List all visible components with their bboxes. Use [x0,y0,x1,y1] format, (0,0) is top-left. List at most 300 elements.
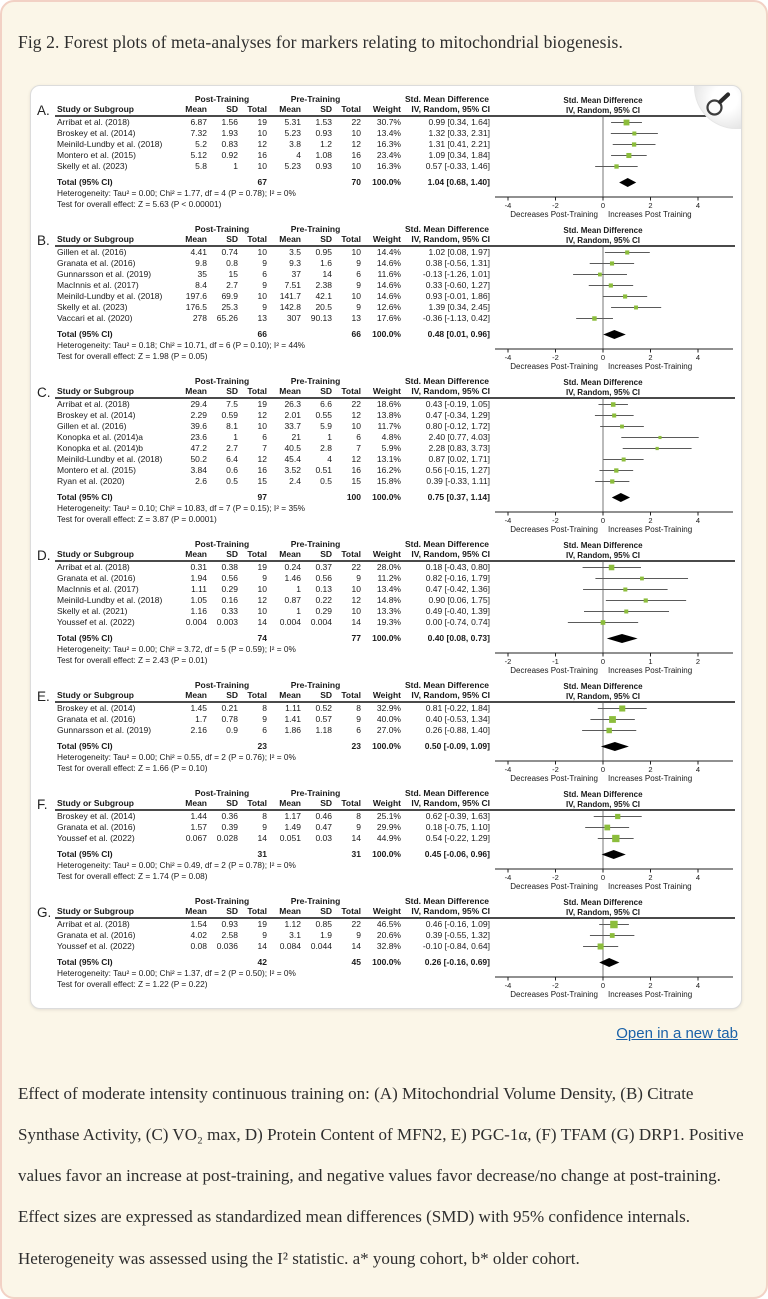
table-cell: Study or Subgroup [57,690,134,700]
study-row [57,269,493,280]
table-cell: Broskey et al. (2014) [57,128,136,138]
table-cell: SD [320,798,332,808]
table-cell: 0.47 [-0.42, 1.36] [425,584,490,594]
study-row [57,822,493,833]
table-cell: Konopka et al. (2014)a [57,432,144,442]
svg-text:Std. Mean Difference: Std. Mean Difference [563,378,643,387]
table-cell: 66 [351,329,361,339]
panel-table [57,224,493,340]
table-cell: 10 [351,291,361,301]
table-cell: Skelly et al. (2021) [57,606,128,616]
table-cell: Granata et al. (2016) [57,258,136,268]
table-cell: 0.45 [-0.06, 0.96] [424,849,490,859]
table-cell: 9 [356,280,361,290]
table-cell: 14.6% [376,258,401,268]
table-cell: Gillen et al. (2016) [57,421,127,431]
table-cell: 0.75 [0.37, 1.14] [427,492,490,502]
svg-text:IV, Random, 95% CI: IV, Random, 95% CI [566,106,640,115]
table-cell: Total [247,906,267,916]
table-cell: Total [341,690,361,700]
table-cell: 3.84 [190,465,207,475]
table-cell: 0.46 [-0.16, 1.09] [425,919,490,929]
table-cell: 6 [356,269,361,279]
table-cell: 1 [296,584,301,594]
table-cell: Post-Training [194,788,250,798]
table-cell: 0.40 [0.08, 0.73] [427,633,490,643]
table-cell: 1.08 [315,150,332,160]
table-cell: 9 [262,714,267,724]
study-row [57,606,493,617]
table-cell: 9 [262,822,267,832]
table-cell: Total (95% CI) [57,329,113,339]
table-cell: 70 [351,177,361,187]
table-cell: 20.5 [315,302,332,312]
panel-letter: D. [37,548,51,563]
table-cell: 14 [257,617,267,627]
table-cell: 0.5 [226,476,238,486]
table-cell: Youssef et al. (2022) [57,941,135,951]
table-cell: 0.22 [315,595,332,605]
column-header-row [57,549,493,560]
table-cell: Std. Mean Difference [404,896,490,906]
table-cell: 8.4 [195,280,207,290]
table-cell: 45 [351,957,361,967]
table-cell: Mean [185,386,207,396]
table-cell: 14.6% [376,280,401,290]
table-cell: 1.54 [190,919,207,929]
table-cell: 0.93 [-0.01, 1.86] [425,291,490,301]
table-cell: 0.47 [315,822,332,832]
table-cell: 27.0% [376,725,401,735]
study-row [57,117,493,128]
table-cell: 100.0% [372,633,401,643]
table-cell: 1.16 [190,606,207,616]
table-cell: Broskey et al. (2014) [57,703,136,713]
table-cell: Meinild-Lundby et al. (2018) [57,139,163,149]
table-cell: 0.46 [315,811,332,821]
study-row [57,432,493,443]
forest-plot [491,896,737,1002]
table-cell: 1.11 [285,703,301,713]
svg-text:-1: -1 [552,657,559,666]
table-cell: 46.5% [376,919,401,929]
svg-text:4: 4 [695,765,701,774]
table-cell: 176.5 [185,302,207,312]
table-cell: Pre-Training [290,94,341,104]
table-cell: 10 [257,584,267,594]
table-cell: 8 [356,811,361,821]
table-cell: 0.93 [315,128,332,138]
table-cell: 5.23 [284,161,301,171]
table-cell: Std. Mean Difference [404,376,490,386]
table-cell: 3.8 [289,139,301,149]
table-cell: 1.6 [320,258,332,268]
table-cell: 1.05 [190,595,207,605]
table-cell: 0.18 [-0.43, 0.80] [425,562,490,572]
table-cell: 8 [262,703,267,713]
table-cell: 0.26 [-0.16, 0.69] [424,957,490,967]
table-cell: 5.9% [381,443,401,453]
table-cell: 0.33 [-0.60, 1.27] [425,280,490,290]
study-rows [57,117,493,172]
study-row [57,919,493,930]
table-cell: Mean [279,690,301,700]
svg-text:-4: -4 [504,201,512,210]
table-cell: 0.82 [-0.16, 1.79] [425,573,490,583]
table-cell: 5.12 [190,150,207,160]
table-cell: 0.59 [221,410,238,420]
table-cell: 19.3% [376,617,401,627]
table-cell: 0.028 [216,833,238,843]
svg-text:-2: -2 [552,353,559,362]
svg-text:Decreases Post-Training: Decreases Post-Training [510,882,598,891]
table-cell: 9 [262,258,267,268]
table-cell: Meinild-Lundby et al. (2018) [57,454,163,464]
table-cell: 6.87 [190,117,207,127]
table-cell: 0.37 [315,562,332,572]
svg-text:IV, Random, 95% CI: IV, Random, 95% CI [566,236,640,245]
table-cell: 10 [257,128,267,138]
table-cell: 14.6% [376,291,401,301]
heterogeneity-text: Heterogeneity: Tau² = 0.00; Chi² = 0.49, df = 2 (P = 0.78); I² = 0% [57,860,296,870]
svg-text:4: 4 [695,873,701,882]
group-header-row [57,376,493,386]
svg-text:-4: -4 [504,353,512,362]
table-cell: 3.5 [289,247,301,257]
table-cell: 0.47 [-0.34, 1.29] [425,410,490,420]
panel-letter: E. [37,689,50,704]
table-cell: 40.0% [376,714,401,724]
table-cell: 0.004 [279,617,301,627]
table-cell: 16.2% [376,465,401,475]
svg-text:4: 4 [695,201,701,210]
figure-card[interactable] [30,85,742,1009]
svg-text:Decreases Post-Training: Decreases Post-Training [510,666,598,675]
table-cell: 69.9 [221,291,238,301]
table-cell: 12 [257,410,267,420]
table-cell: 0.62 [-0.39, 1.63] [425,811,490,821]
table-cell: 0.067 [185,833,207,843]
table-cell: 1.39 [0.34, 2.45] [428,302,490,312]
table-cell: 9 [356,930,361,940]
overall-effect-text: Test for overall effect: Z = 1.66 (P = 0.10) [57,762,208,773]
table-cell: 0.93 [221,919,238,929]
table-cell: 0.56 [-0.15, 1.27] [425,465,490,475]
svg-text:0: 0 [600,657,606,666]
table-cell: 5.9 [320,421,332,431]
table-cell: Study or Subgroup [57,104,134,114]
study-row [57,725,493,736]
table-cell: 1.04 [0.68, 1.40] [427,177,490,187]
forest-plot [491,680,737,786]
panel-letter: F. [37,797,48,812]
table-cell: Total [247,690,267,700]
table-cell: 0.85 [315,919,332,929]
panel-D [35,539,741,678]
table-cell: Mean [279,798,301,808]
svg-text:Std. Mean Difference: Std. Mean Difference [563,898,643,907]
table-cell: Study or Subgroup [57,234,134,244]
heterogeneity-text: Heterogeneity: Tau² = 0.00; Chi² = 1.77, df = 4 (P = 0.78); I² = 0% [57,188,296,198]
svg-text:-4: -4 [504,516,512,525]
study-row [57,161,493,172]
table-cell: 0.38 [221,562,238,572]
svg-text:Decreases Post-Training: Decreases Post-Training [510,210,598,219]
study-row [57,291,493,302]
table-cell: Mean [279,104,301,114]
heterogeneity-text: Heterogeneity: Tau² = 0.18; Chi² = 10.71, df = 6 (P = 0.10); I² = 44% [57,340,306,350]
table-cell: SD [320,549,332,559]
svg-text:2: 2 [695,657,701,666]
table-cell: Pre-Training [290,376,341,386]
table-cell: 2.38 [315,280,332,290]
table-cell: 2.4 [289,476,301,486]
svg-text:IV, Random, 95% CI: IV, Random, 95% CI [566,388,640,397]
table-cell: 14 [257,833,267,843]
table-cell: 2.8 [320,443,332,453]
table-cell: 42.1 [315,291,332,301]
table-cell: Montero et al. (2015) [57,150,136,160]
table-cell: 42 [257,957,267,967]
overall-effect-text: Test for overall effect: Z = 1.22 (P = 0.22) [57,978,208,989]
table-cell: 1.45 [190,703,207,713]
table-cell: 31 [257,849,267,859]
table-cell: 11.6% [377,269,401,279]
svg-text:Decreases Post-Training: Decreases Post-Training [510,774,598,783]
study-row [57,573,493,584]
table-cell: 13.4% [376,128,401,138]
table-cell: 0.78 [221,714,238,724]
table-cell: IV, Random, 95% CI [411,104,490,114]
table-cell: Total [341,386,361,396]
table-cell: Granata et al. (2016) [57,930,136,940]
table-cell: Weight [372,690,401,700]
table-cell: 19 [257,399,267,409]
table-cell: Montero et al. (2015) [57,465,136,475]
table-cell: Post-Training [194,224,250,234]
column-header-row [57,906,493,917]
svg-text:-2: -2 [504,657,512,666]
table-cell: 0.99 [0.34, 1.64] [428,117,490,127]
overall-effect-text: Test for overall effect: Z = 1.74 (P = 0.08) [57,870,208,881]
table-cell: 0.33 [221,606,238,616]
svg-text:2: 2 [648,516,653,525]
svg-text:0: 0 [600,353,606,362]
svg-text:Increases Post-Training: Increases Post-Training [608,525,693,534]
table-cell: 1.12 [284,919,301,929]
table-cell: 307 [286,313,301,323]
table-cell: 8 [356,703,361,713]
study-row [57,584,493,595]
panel-letter: G. [37,905,52,920]
table-cell: Gunnarsson et al. (2019) [57,725,152,735]
table-cell: Post-Training [194,94,250,104]
table-cell: 22 [351,399,361,409]
table-cell: 0.8 [226,258,238,268]
table-cell: 10 [257,421,267,431]
table-cell: 0.80 [-0.12, 1.72] [425,421,490,431]
table-cell: 1.49 [284,822,301,832]
table-cell: 2.7 [226,280,238,290]
total-row [57,177,493,188]
table-cell: 23.6 [190,432,207,442]
table-cell: 9.8 [195,258,207,268]
table-cell: 13.1% [376,454,401,464]
total-row [57,329,493,340]
table-cell: 77 [351,633,361,643]
panel-table [57,788,493,860]
table-cell: Weight [372,234,401,244]
study-row [57,476,493,487]
table-cell: 13 [351,313,361,323]
table-cell: 1 [296,606,301,616]
table-cell: 16 [351,465,361,475]
open-new-tab-link[interactable]: Open in a new tab [616,1025,738,1042]
panel-table [57,896,493,968]
heterogeneity-text: Heterogeneity: Tau² = 0.00; Chi² = 3.72, df = 5 (P = 0.59); I² = 0% [57,644,296,654]
table-cell: 22 [351,919,361,929]
table-cell: 0.56 [221,573,238,583]
table-cell: 47.2 [190,443,207,453]
study-row [57,280,493,291]
table-cell: 19 [257,562,267,572]
table-cell: Arribat et al. (2018) [57,562,130,572]
group-header-row [57,896,493,906]
table-cell: 12 [351,410,361,420]
table-cell: 0.74 [221,247,238,257]
table-cell: 12 [351,139,361,149]
table-cell: Granata et al. (2016) [57,573,136,583]
table-cell: IV, Random, 95% CI [411,690,490,700]
table-cell: 32.8% [376,941,401,951]
table-cell: 1.44 [190,811,207,821]
table-cell: 0.5 [320,476,332,486]
table-cell: Total [341,234,361,244]
study-rows [57,811,493,844]
table-cell: 5.2 [195,139,207,149]
table-cell: IV, Random, 95% CI [411,386,490,396]
table-cell: 0.95 [315,247,332,257]
table-cell: 0.08 [190,941,207,951]
column-header-row [57,798,493,809]
table-cell: 8.1 [226,421,238,431]
table-cell: 11.2% [377,573,401,583]
svg-text:-4: -4 [504,873,512,882]
table-cell: 0.83 [221,139,238,149]
table-cell: 1.09 [0.34, 1.84] [428,150,490,160]
table-cell: Ryan et al. (2020) [57,476,125,486]
study-row [57,562,493,573]
table-cell: Mean [185,104,207,114]
table-cell: 10 [351,584,361,594]
panel-table [57,94,493,188]
group-header-row [57,94,493,104]
table-cell: 10 [351,606,361,616]
table-cell: 0.56 [315,573,332,583]
table-cell: 12 [351,454,361,464]
study-row [57,247,493,258]
table-cell: 22 [351,117,361,127]
table-cell: 67 [257,177,267,187]
forest-plot [491,788,737,894]
table-cell: 1.18 [315,725,332,735]
table-cell: 14 [257,941,267,951]
table-cell: Total (95% CI) [57,957,113,967]
study-rows [57,703,493,736]
svg-text:2: 2 [648,873,653,882]
table-cell: 14.4% [376,247,401,257]
table-cell: 278 [192,313,207,323]
study-row [57,714,493,725]
table-cell: 1.56 [221,117,238,127]
table-cell: 1 [233,161,238,171]
table-cell: 16.3% [376,161,401,171]
panel-A [35,94,741,222]
table-cell: Mean [279,906,301,916]
table-cell: 4.02 [190,930,207,940]
table-cell: 15 [257,476,267,486]
study-row [57,941,493,952]
table-cell: 9.3 [289,258,301,268]
table-cell: Total [247,104,267,114]
table-cell: MacInnis et al. (2017) [57,584,139,594]
table-cell: 0.57 [-0.33, 1.46] [425,161,490,171]
table-cell: 9 [262,302,267,312]
table-cell: 20.6% [376,930,401,940]
svg-text:IV, Random, 95% CI: IV, Random, 95% CI [566,551,640,560]
table-cell: 9 [356,302,361,312]
table-cell: 2.28 [0.83, 3.73] [428,443,490,453]
table-cell: Total [247,386,267,396]
table-cell: 26.3 [284,399,301,409]
table-cell: SD [226,234,238,244]
table-cell: 2.58 [221,930,238,940]
table-cell: Total (95% CI) [57,741,113,751]
table-cell: 4 [327,454,332,464]
table-cell: 0.084 [279,941,301,951]
panel-letter: B. [37,233,50,248]
table-cell: 12 [351,595,361,605]
table-cell: 16 [351,150,361,160]
svg-text:Std. Mean Difference: Std. Mean Difference [563,682,643,691]
study-row [57,617,493,628]
svg-text:IV, Random, 95% CI: IV, Random, 95% CI [566,692,640,701]
svg-text:0: 0 [600,201,606,210]
table-cell: Granata et al. (2016) [57,822,136,832]
study-row [57,421,493,432]
table-cell: Std. Mean Difference [404,539,490,549]
table-cell: -0.10 [-0.84, 0.64] [422,941,490,951]
table-cell: 0.9 [226,725,238,735]
link-row [2,1025,738,1043]
table-cell: Meinild-Lundby et al. (2018) [57,291,163,301]
table-cell: Arribat et al. (2018) [57,399,130,409]
table-cell: 2.40 [0.77, 4.03] [428,432,490,442]
table-cell: 0.003 [216,617,238,627]
table-cell: 1.57 [190,822,207,832]
table-cell: 100.0% [372,492,401,502]
table-cell: 10 [257,247,267,257]
svg-text:-2: -2 [552,981,559,990]
table-cell: 0.31 [190,562,207,572]
table-cell: Total [247,549,267,559]
study-row [57,595,493,606]
table-cell: 0.13 [315,584,332,594]
table-cell: 30.7% [376,117,401,127]
table-cell: SD [226,690,238,700]
column-header-row [57,234,493,245]
group-header-row [57,680,493,690]
